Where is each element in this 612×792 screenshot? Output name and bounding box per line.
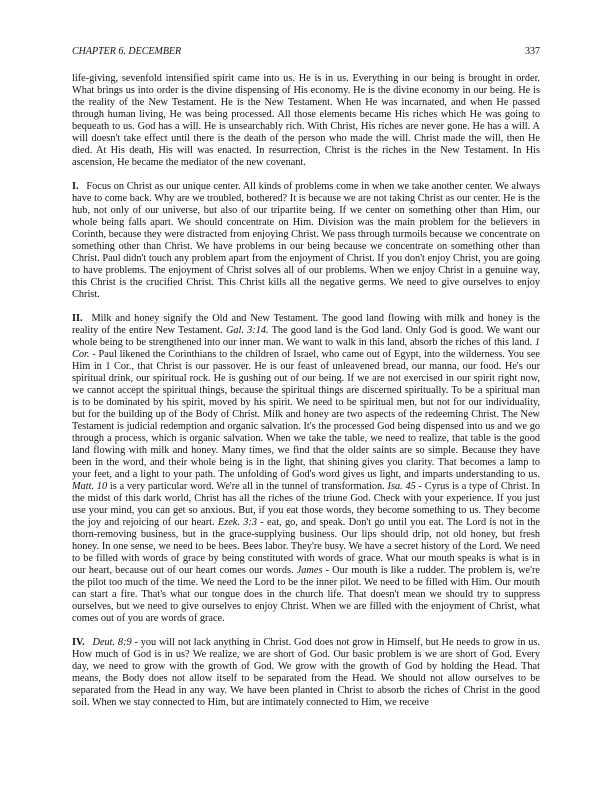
chapter-title: CHAPTER 6. DECEMBER [72,46,182,57]
paragraph-text: life-giving, sevenfold intensified spirit came into us. He is in us. Everything in our being is brought in order. What brings us into order is the divine dispensing of His economy. He is the divine economy in our being. He is the reality of the New Testament. He is the New Testament. When He was incarnated, and when He passed through human living, He was being processed. All those elements became His riches which He was going to bequeath to us. God has a will. He is unsearchably rich. With Christ, His riches are never gone. He has a will. A will doesn't take effect until there is the death of the person who made the will. Christ made the will, then He died. At His death, His will was enacted. In resurrection, Christ is the riches in the New Testament. In His ascension, He became the mediator of the new covenant. [72,73,540,168]
body-text [72,73,540,709]
scripture-reference: Gal. 3:14. [225,325,269,336]
paragraph-point-4 [72,637,540,709]
text-run: - Our mouth is like a rudder. The problem is, we're the pilot too much of the time. We need the Lord to be the inner pilot. We need to be filled with Him. Our mouth can start a fire. That's what our tongue does in the church life. That doesn't mean we should try to suppress ourselves, but we need to give ourselves to enjoy Christ. When we are filled with the enjoyment of Christ, what comes out of you are words of grace. [72,565,540,624]
point-label: I. [72,181,79,192]
scripture-reference: 1 Cor. [72,337,540,360]
text-run: - you will not lack anything in Christ. God does not grow in Himself, but He needs to grow in us. How much of God is in us? We realize, we are short of God. Our basic problem is we are short of God. Every day, we need to grow with the growth of God. We grow with the growth of God by holding the Head. That means, the Body does not allow itself to be separated from the Head. We should not allow ourselves to be separated from the Head in any way. We have been planted in Christ to absorb the riches of Christ in the good soil. When we stay connected to Him, but are intimately connected to Him, we receive [72,637,541,708]
paragraph-text [72,313,540,624]
text-run: - Cyrus is a type of Christ. In the midst of this dark world, Christ has all the riches of the triune God. Check with your experience. If you just use your mind, you can get so anxious. But, if you eat those words, they become something to us. They become the joy and rejoicing of our heart. [72,481,540,528]
text-run: - Paul likened the Corinthians to the children of Israel, who came out of Egypt, into the wilderness. You see Him in 1 Cor., that Christ is our passover. He is our feast of unleavened bread, our manna, our food. He's our spiritual drink, our spiritual rock. He is gushing out of our being. If we are not exercised in our spirit right now, we cannot accept the spiritual things, because the spiritual things are discerned spiritually. To be a spiritual man is to be dominated by his spirit, moved by his spirit. We need to be spiritual men, but not for our individuality, but for the building up of the Body of Christ. Milk and honey are two aspects of the redeeming Christ. The New Testament is judicial redemption and organic salvation. It's the processed God being dispensed into us and we go through a process, which is organic salvation. When we take the table, we need to realize, that table is the good land flowing with milk and honey. Many times, we find that the older saints are so simple. Because they have been in the word, and their whole being is in the light, that shining gives you clarity. That becomes a lamp to your feet, and a light to your path. The unfolding of God's word gives us light, and imparts understanding to us. [72,349,540,480]
scripture-reference: Ezek. 3:3 [217,517,257,528]
text-run: Milk and honey signify the Old and New Testament. The good land flowing with milk and honey is the reality of the entire New Testament. [72,313,540,336]
document-page [72,46,540,721]
scripture-reference: Deut. 8:9 [92,637,132,648]
paragraph-point-2 [72,313,540,625]
text-run: is a very particular word. We're all in the tunnel of transformation. [107,481,388,492]
text-run: - eat, go, and speak. Don't go until you eat. The Lord is not in the thorn-removing business, but in the grace-supplying business. Our lips should drip, not old honey, but fresh honey. In one sense, we need to be bees. Bees labor. They're busy. We have a secret history of the Lord. We need to be filled with words of grace by being constituted with words of grace. What our mouth speaks is what is in our heart, because out of our heart comes our words. [72,517,540,576]
scripture-reference: James [296,565,323,576]
page-number: 337 [525,46,540,57]
paragraph-continuation [72,73,540,169]
point-label: II. [72,313,83,324]
paragraph-text [72,637,540,708]
paragraph-point-1 [72,181,540,301]
scripture-reference: Matt. 10 [72,481,108,492]
scripture-reference: Isa. 45 [387,481,416,492]
text-run: The good land is the God land. Only God is good. We want our whole being to be strengthened into our inner man. We want to walk in this land, absorb the riches of this land. [72,325,540,348]
running-header [72,46,540,58]
paragraph-text: Focus on Christ as our unique center. All kinds of problems come in when we take another center. We always have to come back. Why are we troubled, bothered? It is because we are not taking Christ as our center. He is the hub, not only of our universe, but also of our tripartite being. If we center on something other than Him, our whole being falls apart. We should concentrate on Him. Division was the main problem for the believers in Corinth, because they were distracted from enjoying Christ. We pass through turmoils because we concentrate on something other than Christ. We have problems in our being because we concentrate on something other than Christ. Paul didn't touch any problem apart from the enjoyment of Christ. If you don't enjoy Christ, you are going to have problems. The enjoyment of Christ solves all of our problems. When we enjoy Christ in a genuine way, this Christ is the crucified Christ. This Christ kills all the negative germs. We need to give ourselves to enjoy Christ. [72,181,541,300]
point-label: IV. [72,637,85,648]
